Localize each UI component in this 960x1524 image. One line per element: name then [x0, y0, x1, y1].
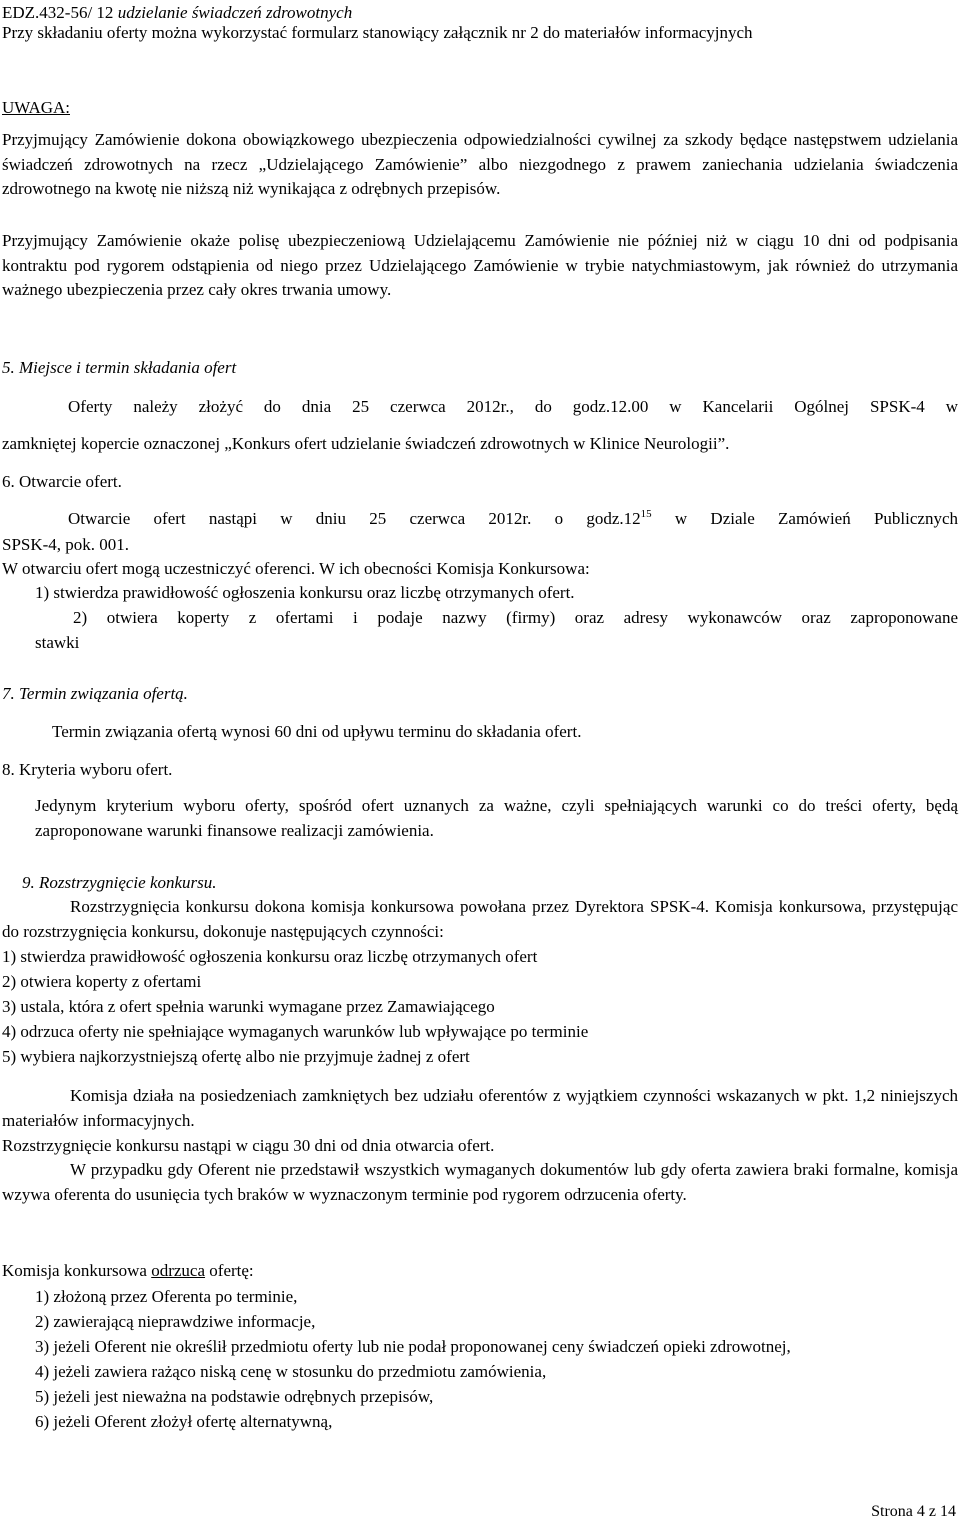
list-item: 5) wybiera najkorzystniejszą ofertę albo nie przyjmuje żadnej z ofert — [2, 1047, 470, 1066]
reject-intro: Komisja konkursowa odrzuca ofertę: — [2, 1261, 254, 1280]
list-item: 3) ustala, która z ofert spełnia warunki wymagane przez Zamawiającego — [2, 997, 495, 1016]
section-5-heading: 5. Miejsce i termin składania ofert — [2, 358, 237, 377]
section-5-line1: Oferty należy złożyć do dnia 25 czerwca 2012r., do godz.12.00 w Kancelarii Ogólnej SPSK-4 w — [68, 397, 958, 416]
uwaga-title: UWAGA: — [2, 98, 70, 117]
page-number: Strona 4 z 14 — [871, 1503, 956, 1520]
section-6-heading: 6. Otwarcie ofert. — [2, 472, 122, 491]
list-item: 4) jeżeli zawiera rażąco niską cenę w stosunku do przedmiotu zamówienia, — [35, 1362, 547, 1381]
doc-subject: udzielanie świadczeń zdrowotnych — [117, 3, 353, 22]
section-6-line3: W otwarciu ofert mogą uczestniczyć oferenci. W ich obecności Komisja Konkursowa: — [2, 559, 590, 578]
list-item: 3) jeżeli Oferent nie określił przedmiotu oferty lub nie podał proponowanej ceny świadczeń opieki zdrowotnej, — [35, 1337, 791, 1356]
section-9-para1: Komisja działa na posiedzeniach zamkniętych bez udziału oferentów z wyjątkiem czynności wskazanych w pkt. 1,2 niniejszych materiałów informacyjnych. — [2, 1086, 958, 1130]
list-item: 2) zawierającą nieprawdziwe informacje, — [35, 1312, 316, 1331]
list-item: 4) odrzuca oferty nie spełniające wymaganych warunków lub wpływające po terminie — [2, 1022, 589, 1041]
list-item: 1) złożoną przez Oferenta po terminie, — [35, 1287, 298, 1306]
section-9-intro: Rozstrzygnięcia konkursu dokona komisja konkursowa powołana przez Dyrektora SPSK-4. Komisja konkursowa, przystępując do rozstrzygnięcia konkursu, dokonuje następujących czynności: — [2, 897, 958, 941]
section-9-para3: W przypadku gdy Oferent nie przedstawił wszystkich wymaganych dokumentów lub gdy oferta zawiera braki formalne, komisja wzywa oferenta do usunięcia tych braków w wyznaczonym terminie pod rygorem odrzucenia oferty. — [2, 1160, 958, 1204]
section-9-para2: Rozstrzygnięcie konkursu nastąpi w ciągu 30 dni od dnia otwarcia ofert. — [2, 1136, 495, 1155]
section-5-line2: zamkniętej kopercie oznaczonej „Konkurs ofert udzielanie świadczeń zdrowotnych w Klinice Neurologii”. — [2, 434, 730, 453]
list-item: 2) otwiera koperty z ofertami — [2, 972, 202, 991]
list-item: 5) jeżeli jest nieważna na podstawie odrębnych przepisów, — [35, 1387, 434, 1406]
section-9-heading: 9. Rozstrzygnięcie konkursu. — [22, 873, 217, 892]
section-6-line1: Otwarcie ofert nastąpi w dniu 25 czerwca 2012r. o $godz.12^{15}$ w Dziale Zamówień Publicznych — [68, 508, 958, 528]
doc-ref: EDZ.432-56/ 12 — [2, 3, 114, 22]
list-item: 1) stwierdza prawidłowość ogłoszenia konkursu oraz liczbę otrzymanych ofert — [2, 947, 538, 966]
section-6-line2: SPSK-4, pok. 001. — [2, 535, 130, 554]
section-7-heading: 7. Termin związania ofertą. — [2, 684, 188, 703]
section-8-body: Jedynym kryterium wyboru oferty, spośród ofert uznanych za ważne, czyli spełniających warunki co do treści oferty, będą zaproponowane warunki finansowe realizacji zamówienia. — [35, 796, 958, 840]
uwaga-para1: Przyjmujący Zamówienie dokona obowiązkowego ubezpieczenia odpowiedzialności cywilnej za szkody będące następstwem udzielania świadczeń zdrowotnych na rzecz „Udzielającego Zamówienie” albo niezgodnego z prawem zaniechania udzielania świadczenia zdrowotnego na kwotę nie niższą niż wynikająca z odrębnych przepisów. — [2, 130, 958, 198]
section-7-body: Termin związania ofertą wynosi 60 dni od upływu terminu do składania ofert. — [52, 722, 582, 741]
section-8-heading: 8. Kryteria wyboru ofert. — [2, 760, 173, 779]
list-item: 6) jeżeli Oferent złożył ofertę alternatywną, — [35, 1412, 333, 1431]
reject-list-a — [35, 1284, 958, 1434]
uwaga-para2: Przyjmujący Zamówienie okaże polisę ubezpieczeniową Udzielającemu Zamówienie nie później niż w ciągu 10 dni od podpisania kontraktu pod rygorem odstąpienia od niego przez Udzielającego Zamówienie w trybie natychmiastowym, jak również do utrzymania ważnego ubezpieczenia przez cały okres trwania umowy. — [2, 231, 958, 299]
section-6-item2: 2) otwiera koperty z ofertami i podaje nazwy (firmy) oraz adresy wykonawców oraz zaproponowane — [73, 608, 958, 627]
section-6-item1: 1) stwierdza prawidłowość ogłoszenia konkursu oraz liczbę otrzymanych ofert. — [35, 583, 575, 602]
section-9-list — [2, 944, 958, 1069]
forms-note: Przy składaniu oferty można wykorzystać formularz stanowiący załącznik nr 2 do materiałów informacyjnych — [2, 23, 753, 42]
uwaga-section — [2, 95, 958, 120]
section-6-item2-cont: stawki — [35, 633, 80, 652]
